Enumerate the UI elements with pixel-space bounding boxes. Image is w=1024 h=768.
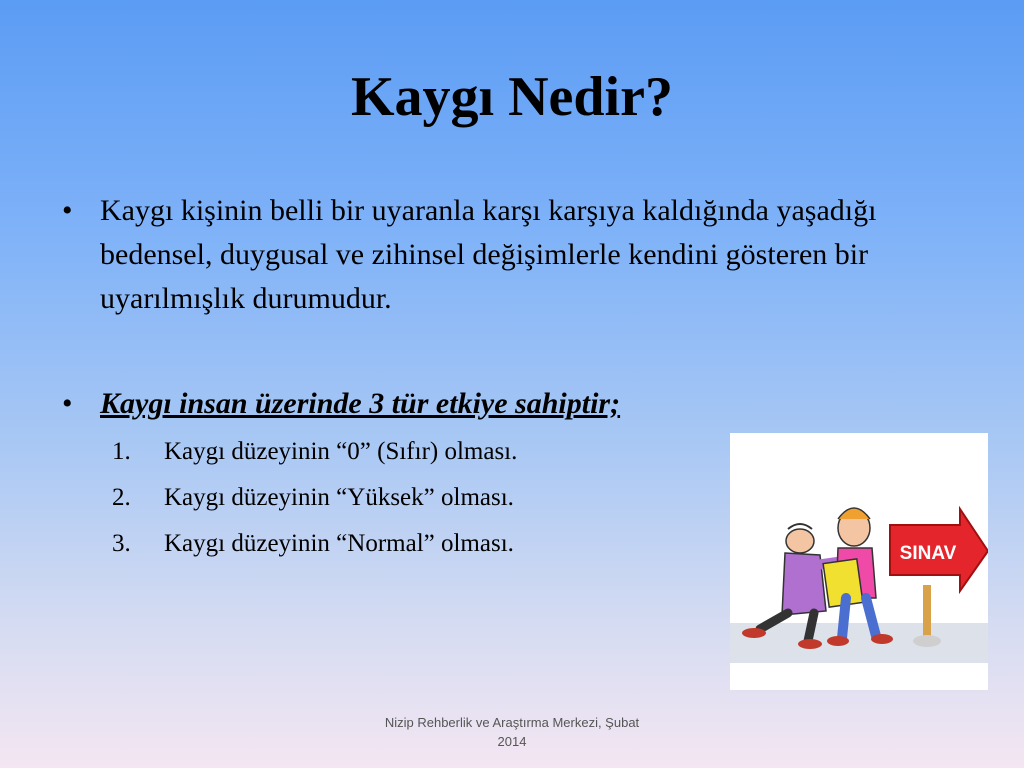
pusher-head	[786, 529, 814, 553]
list-text: Kaygı düzeyinin “0” (Sıfır) olması.	[164, 438, 518, 465]
list-text: Kaygı düzeyinin “Yüksek” olması.	[164, 484, 514, 511]
bullet-definition	[62, 189, 942, 329]
footer-line: 2014	[497, 734, 527, 749]
bullet-text: Kaygı insan üzerinde 3 tür etkiye sahiptir;	[100, 387, 621, 420]
sign-label: SINAV	[899, 543, 957, 564]
list-number: 1.	[112, 438, 131, 465]
footer-line: Nizip Rehberlik ve Araştırma Merkezi, Şubat	[384, 715, 640, 730]
sign-base	[913, 635, 941, 647]
bullet-marker: •	[62, 194, 73, 227]
bullet-effects-heading	[62, 382, 762, 426]
pusher-shoe	[742, 628, 766, 638]
list-number: 3.	[112, 530, 131, 557]
list-text: Kaygı düzeyinin “Normal” olması.	[164, 530, 514, 557]
student-shoe	[827, 636, 849, 646]
sign-post	[923, 585, 931, 643]
bullet-text: Kaygı kişinin belli bir uyaranla karşı karşıya kaldığında yaşadığı bedensel, duygusal ve zihinsel değişimlerle kendini gösteren bir uyarılmışlık durumudur.	[100, 194, 877, 315]
exam-anxiety-illustration	[730, 433, 988, 690]
slide-title: Kaygı Nedir?	[351, 66, 673, 128]
student-shoe	[871, 634, 893, 644]
list-number: 2.	[112, 484, 131, 511]
pusher-shoe	[798, 639, 822, 649]
bullet-marker: •	[62, 387, 73, 420]
exam-anxiety-drawing	[730, 433, 988, 690]
student-hair	[838, 508, 870, 519]
slide-footer	[340, 713, 684, 751]
